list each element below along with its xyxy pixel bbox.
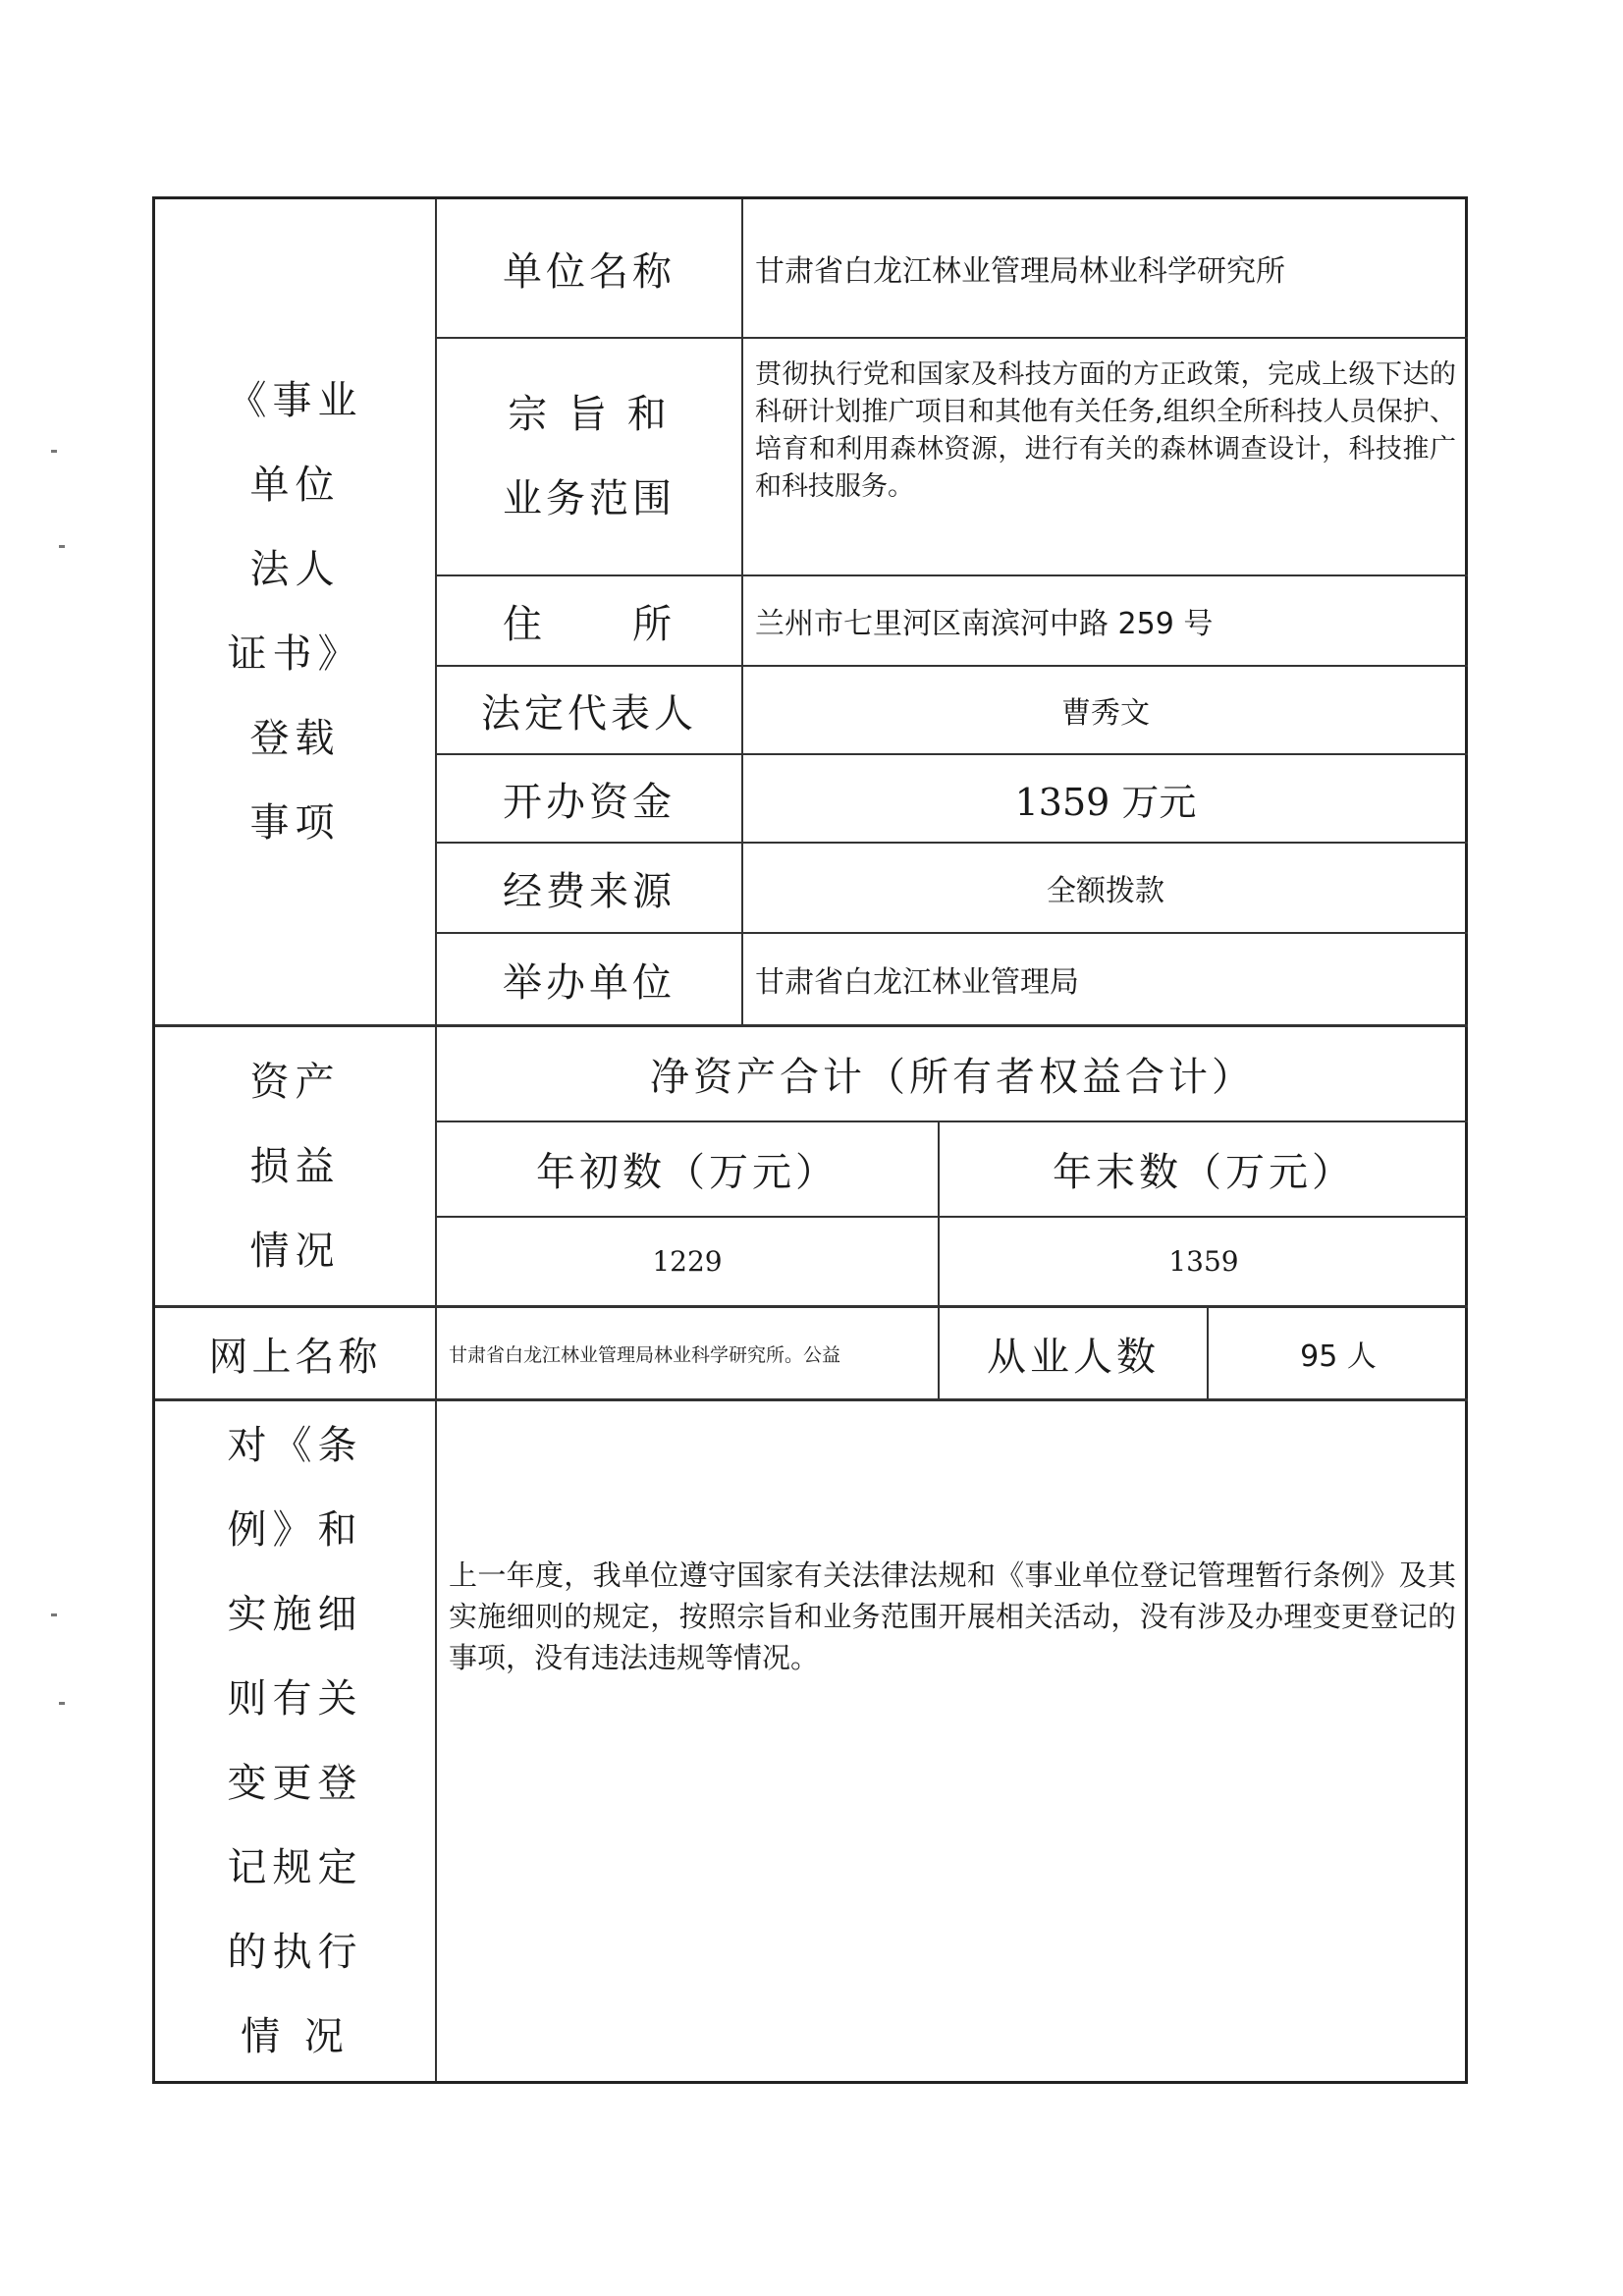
online-name-label: 网上名称	[208, 1334, 382, 1380]
begin-year-value: 1229	[652, 1245, 723, 1278]
section-assets-title: 资产 损益 情况	[249, 1059, 341, 1274]
sponsor-value: 甘肃省白龙江林业管理局	[755, 965, 1079, 1000]
end-year-value: 1359	[1168, 1245, 1239, 1278]
address-value: 兰州市七里河区南滨河中路 259 号	[755, 607, 1214, 641]
section-registration-title: 《事业 单位 法人 证书》 登载 事项	[227, 378, 363, 846]
funds-label: 开办资金	[503, 779, 676, 825]
unit-name-label: 单位名称	[503, 248, 676, 295]
section-compliance-title: 对《条 例》和 实施细 则有关 变更登 记规定 的执行 情 况	[227, 1423, 363, 2059]
funding-source-label: 经费来源	[503, 868, 676, 914]
scan-mark	[51, 450, 57, 453]
legal-rep-label: 法定代表人	[481, 690, 697, 737]
address-label: 住 所	[503, 601, 676, 647]
begin-year-header: 年初数（万元）	[536, 1150, 839, 1195]
scan-mark	[51, 1613, 57, 1616]
staff-count-label: 从业人数	[987, 1334, 1160, 1380]
online-name-value: 甘肃省白龙江林业管理局林业科学研究所。公益	[449, 1343, 841, 1366]
legal-rep-value: 曹秀文	[1061, 696, 1150, 731]
compliance-paragraph: 上一年度，我单位遵守国家有关法律法规和《事业单位登记管理暂行条例》及其实施细则的规定，按照宗旨和业务范围开展相关活动，没有涉及办理变更登记的事项，没有违法违规等情况。	[449, 1558, 1456, 1674]
registration-form	[152, 196, 1468, 2084]
net-assets-header: 净资产合计（所有者权益合计）	[650, 1055, 1255, 1100]
compliance-text	[437, 1555, 1468, 1751]
scan-mark	[59, 545, 65, 548]
funds-value: 1359 万元	[1014, 780, 1197, 824]
purpose-scope-value: 贯彻执行党和国家及科技方面的方正政策，完成上级下达的科研计划推广项目和其他有关任务,组织全所科技人员保护、培育和利用森林资源，进行有关的森林调查设计，科技推广和科技服务。	[755, 359, 1456, 502]
end-year-header: 年末数（万元）	[1053, 1150, 1355, 1195]
unit-name-value: 甘肃省白龙江林业管理局林业科学研究所	[755, 254, 1285, 289]
staff-count-value: 95 人	[1300, 1339, 1377, 1374]
scan-mark	[59, 1702, 65, 1705]
purpose-scope-label: 宗 旨 和 业务范围	[503, 392, 676, 521]
funding-source-value: 全额拨款	[1047, 874, 1164, 908]
sponsor-label: 举办单位	[503, 959, 676, 1006]
